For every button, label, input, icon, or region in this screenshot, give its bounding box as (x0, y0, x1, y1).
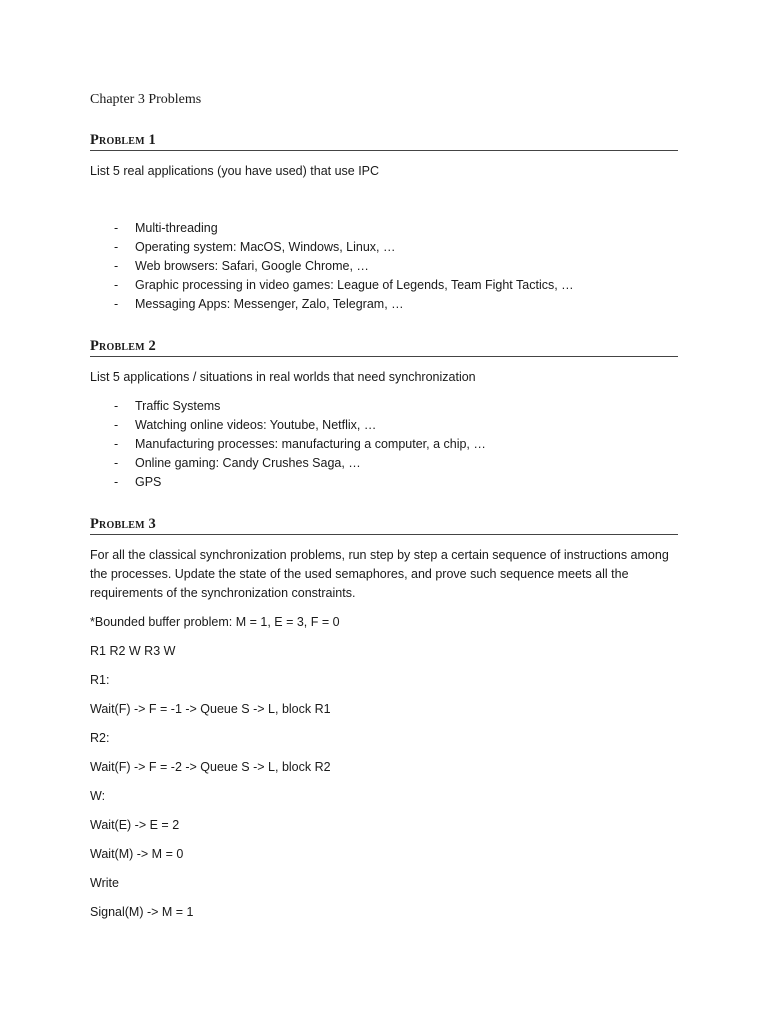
list-item-text: Messaging Apps: Messenger, Zalo, Telegram, … (135, 297, 404, 311)
list-item (90, 473, 678, 492)
problem-3-line: Wait(F) -> F = -1 -> Queue S -> L, block R1 (90, 702, 331, 716)
bullet-dash: - (114, 399, 119, 413)
document-page (90, 90, 678, 932)
problem-3-line: W: (90, 789, 106, 803)
bullet-dash: - (114, 278, 119, 292)
list-item (90, 257, 678, 276)
problem-3-line: Wait(E) -> E = 2 (90, 818, 180, 832)
problem-3-line: *Bounded buffer problem: M = 1, E = 3, F = 0 (90, 615, 340, 629)
problem-3-line: Wait(M) -> M = 0 (90, 847, 184, 861)
list-item-text: Watching online videos: Youtube, Netflix, … (135, 418, 377, 432)
list-item-text: Web browsers: Safari, Google Chrome, … (135, 259, 369, 273)
list-item-text: GPS (135, 475, 162, 489)
list-item-text: Online gaming: Candy Crushes Saga, … (135, 456, 361, 470)
problem-1-heading: Problem 1 (90, 131, 678, 151)
problem-3-line: R1 R2 W R3 W (90, 644, 176, 658)
list-item (90, 435, 678, 454)
problem-1-prompt: List 5 real applications (you have used) that use IPC (90, 164, 380, 178)
bullet-dash: - (114, 297, 119, 311)
list-item (90, 238, 678, 257)
document-title: Chapter 3 Problems (90, 92, 202, 107)
problem-3-line: R2: (90, 731, 110, 745)
problem-3-prompt: For all the classical synchronization problems, run step by step a certain sequence of instructions among the processes. Update the state of the used semaphores, and prove such sequence meets all the requirements of the synchronization constraints. (90, 548, 669, 600)
bullet-dash: - (114, 456, 119, 470)
list-item-text: Traffic Systems (135, 399, 221, 413)
list-item-text: Graphic processing in video games: League of Legends, Team Fight Tactics, … (135, 278, 574, 292)
list-item (90, 416, 678, 435)
problem-3-line: Write (90, 876, 119, 890)
bullet-dash: - (114, 418, 119, 432)
problem-3-line: Wait(F) -> F = -2 -> Queue S -> L, block R2 (90, 760, 331, 774)
bullet-dash: - (114, 259, 119, 273)
problem-2-list (90, 397, 678, 492)
problem-2-section (90, 337, 678, 492)
list-item-text: Operating system: MacOS, Windows, Linux, … (135, 240, 396, 254)
list-item (90, 397, 678, 416)
problem-3-heading: Problem 3 (90, 515, 678, 535)
bullet-dash: - (114, 437, 119, 451)
list-item (90, 295, 678, 314)
problem-2-heading: Problem 2 (90, 337, 678, 357)
bullet-dash: - (114, 240, 119, 254)
problem-3-line: Signal(M) -> M = 1 (90, 905, 194, 919)
problem-1-list (90, 219, 678, 314)
problem-2-prompt: List 5 applications / situations in real worlds that need synchronization (90, 370, 476, 384)
list-item-text: Manufacturing processes: manufacturing a computer, a chip, … (135, 437, 486, 451)
problem-3-section (90, 515, 678, 922)
bullet-dash: - (114, 221, 119, 235)
list-item (90, 219, 678, 238)
list-item (90, 276, 678, 295)
list-item-text: Multi-threading (135, 221, 218, 235)
list-item (90, 454, 678, 473)
bullet-dash: - (114, 475, 119, 489)
problem-1-section (90, 131, 678, 314)
problem-3-line: R1: (90, 673, 110, 687)
